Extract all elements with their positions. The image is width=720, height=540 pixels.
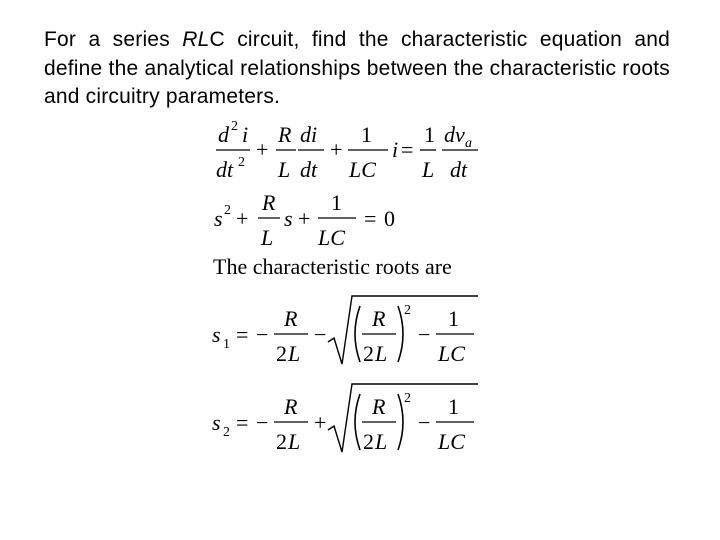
svg-text:L: L — [261, 225, 274, 250]
svg-text:i: i — [242, 122, 249, 147]
svg-text:1: 1 — [331, 190, 342, 215]
svg-text:dv: dv — [444, 122, 465, 147]
svg-text:R: R — [278, 122, 292, 147]
svg-text:+: + — [330, 137, 343, 162]
svg-text:+: + — [236, 206, 249, 231]
svg-text:+: + — [314, 410, 327, 435]
svg-text:LC: LC — [438, 341, 465, 366]
svg-text:L: L — [288, 429, 301, 454]
svg-text:R: R — [372, 394, 386, 419]
svg-text:−: − — [418, 410, 431, 435]
svg-text:=: = — [236, 410, 249, 435]
roots-caption: The characteristic roots are — [213, 254, 452, 279]
svg-text:=: = — [401, 137, 414, 162]
svg-text:−: − — [256, 322, 269, 347]
prompt-text-start: For a series — [44, 28, 183, 51]
svg-text:L: L — [375, 341, 388, 366]
svg-text:−: − — [256, 410, 269, 435]
svg-text:i: i — [392, 137, 399, 162]
svg-text:+: + — [256, 137, 269, 162]
svg-text:R: R — [284, 306, 298, 331]
svg-text:=: = — [236, 322, 249, 347]
svg-text:R: R — [284, 394, 298, 419]
svg-text:1: 1 — [361, 122, 372, 147]
svg-text:dt: dt — [450, 157, 468, 182]
svg-text:2: 2 — [276, 341, 287, 366]
svg-text:1: 1 — [223, 337, 230, 352]
svg-text:2: 2 — [276, 429, 287, 454]
problem-statement — [44, 26, 670, 112]
svg-text:2: 2 — [404, 391, 411, 406]
svg-text:s: s — [214, 206, 223, 231]
equation-characteristic — [210, 190, 410, 257]
svg-text:s: s — [212, 410, 221, 435]
svg-text:dt: dt — [300, 157, 318, 182]
svg-text:L: L — [278, 157, 291, 182]
svg-text:+: + — [298, 206, 311, 231]
svg-text:LC: LC — [318, 225, 345, 250]
svg-text:LC: LC — [438, 429, 465, 454]
svg-text:LC: LC — [349, 157, 376, 182]
svg-text:2: 2 — [363, 429, 374, 454]
svg-text:2: 2 — [363, 341, 374, 366]
svg-text:L: L — [375, 429, 388, 454]
equation-differential — [210, 116, 490, 193]
svg-text:2: 2 — [404, 303, 411, 318]
svg-text:a: a — [465, 136, 472, 151]
svg-text:1: 1 — [448, 394, 459, 419]
svg-text:s: s — [212, 322, 221, 347]
svg-text:1: 1 — [448, 306, 459, 331]
svg-text:1: 1 — [424, 122, 435, 147]
svg-text:−: − — [314, 322, 327, 347]
svg-text:L: L — [422, 157, 435, 182]
svg-text:2: 2 — [224, 203, 231, 218]
equation-root-s2 — [210, 378, 490, 463]
svg-text:−: − — [418, 322, 431, 347]
svg-text:di: di — [300, 122, 318, 147]
svg-text:dt: dt — [216, 157, 234, 182]
equation-root-s1 — [210, 290, 490, 375]
prompt-text-end: C circuit, find the characteristic equation and define the analytical relationships between the characteristic roots and circuitry parameters. — [44, 28, 670, 108]
svg-text:2: 2 — [238, 155, 245, 170]
svg-text:s: s — [284, 206, 293, 231]
svg-text:0: 0 — [384, 206, 395, 231]
svg-text:2: 2 — [231, 119, 238, 134]
svg-text:R: R — [372, 306, 386, 331]
svg-text:d: d — [218, 122, 229, 147]
svg-text:=: = — [364, 206, 377, 231]
svg-text:R: R — [262, 190, 276, 215]
svg-text:2: 2 — [223, 425, 230, 440]
prompt-italic-rl: RL — [182, 28, 210, 51]
svg-text:L: L — [288, 341, 301, 366]
